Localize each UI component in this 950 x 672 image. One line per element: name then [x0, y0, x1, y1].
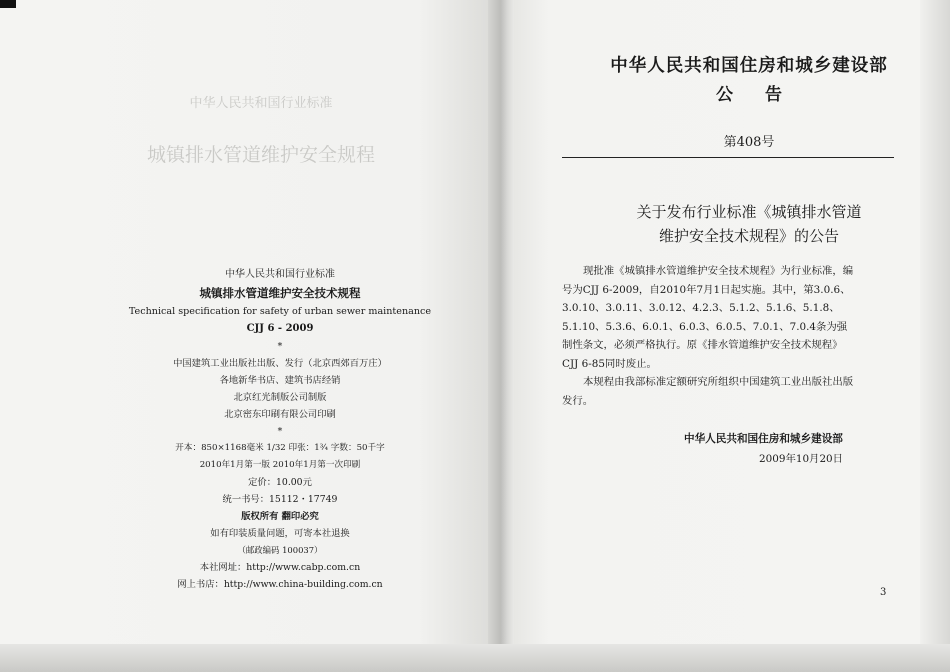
format-specs: 开本：850×1168毫米 1/32 印张：1¾ 字数：50千字: [175, 443, 385, 453]
publisher-line: 中国建筑工业出版社出版、发行（北京西郊百万庄）: [173, 358, 387, 369]
website-line[interactable]: 本社网址：http://www.cabp.com.cn: [199, 562, 361, 573]
notice-body: [562, 262, 904, 410]
notice-title-line-2: 维护安全技术规程》的公告: [658, 227, 839, 245]
announcement-heading: 公告: [716, 85, 814, 105]
price-line: 定价：10.00元: [248, 477, 312, 488]
publication-info: [110, 266, 450, 593]
show-through-title-2: 城镇排水管道维护安全规程: [146, 144, 375, 166]
notice-title-line-1: 关于发布行业标准《城镇排水管道: [636, 203, 862, 221]
page-edge-shadow: [920, 0, 950, 672]
notice-title: [559, 200, 939, 248]
ministry-name: 中华人民共和国住房和城乡建设部: [610, 56, 888, 76]
signing-date: 2009年10月20日: [759, 453, 844, 465]
announcement-number: 第408号: [723, 135, 775, 150]
right-page: [514, 0, 950, 672]
show-through-title-1: 中华人民共和国行业标准: [189, 96, 333, 111]
book-gutter: [488, 0, 516, 672]
signing-authority: 中华人民共和国住房和城乡建设部: [684, 433, 843, 445]
standard-code: CJJ 6 - 2009: [246, 323, 314, 334]
copyright-line: 版权所有 翻印必究: [241, 511, 319, 522]
printer-line: 北京密东印刷有限公司印刷: [224, 409, 336, 420]
body-line: 本规程由我部标准定额研究所组织中国建筑工业出版社出版: [583, 376, 854, 388]
scan-corner-mark: [0, 0, 16, 8]
body-line: 5.1.10、5.3.6、6.0.1、6.0.3、6.0.5、7.0.1、7.0.4条为强: [562, 320, 848, 333]
standard-title-cn: 城镇排水管道维护安全技术规程: [199, 286, 361, 300]
page-number: 3: [880, 587, 887, 598]
distributor-line: 各地新华书店、建筑书店经销: [219, 375, 341, 386]
body-line: 发行。: [562, 394, 594, 407]
edition-info: 2010年1月第一版 2010年1月第一次印刷: [199, 460, 361, 470]
standard-category: 中华人民共和国行业标准: [225, 269, 335, 280]
body-line: 现批准《城镇排水管道维护安全技术规程》为行业标准，编: [583, 265, 854, 277]
separator-star-1: *: [277, 341, 283, 352]
standard-title-en: Technical specification for safety of urban sewer maintenance: [128, 306, 432, 317]
body-line: 制性条文，必须严格执行。原《排水管道维护安全技术规程》: [562, 339, 843, 351]
book-number: 统一书号：15112・17749: [222, 494, 338, 505]
body-line: 号为CJJ 6-2009，自2010年7月1日起实施。其中，第3.0.6、: [562, 283, 851, 296]
plate-maker-line: 北京红光制版公司制版: [233, 392, 327, 403]
separator-star-2: *: [277, 426, 283, 437]
bottom-edge-shadow: [0, 644, 950, 672]
postal-code: （邮政编码 100037）: [237, 545, 323, 555]
return-policy: 如有印装质量问题，可寄本社退换: [210, 528, 350, 539]
body-line: CJJ 6-85同时废止。: [562, 357, 657, 370]
heading-rule: [562, 157, 894, 158]
body-line: 3.0.10、3.0.11、3.0.12、4.2.3、5.1.2、5.1.6、5.1.8、: [562, 302, 840, 314]
online-store-line[interactable]: 网上书店：http://www.china-building.com.cn: [177, 579, 383, 590]
